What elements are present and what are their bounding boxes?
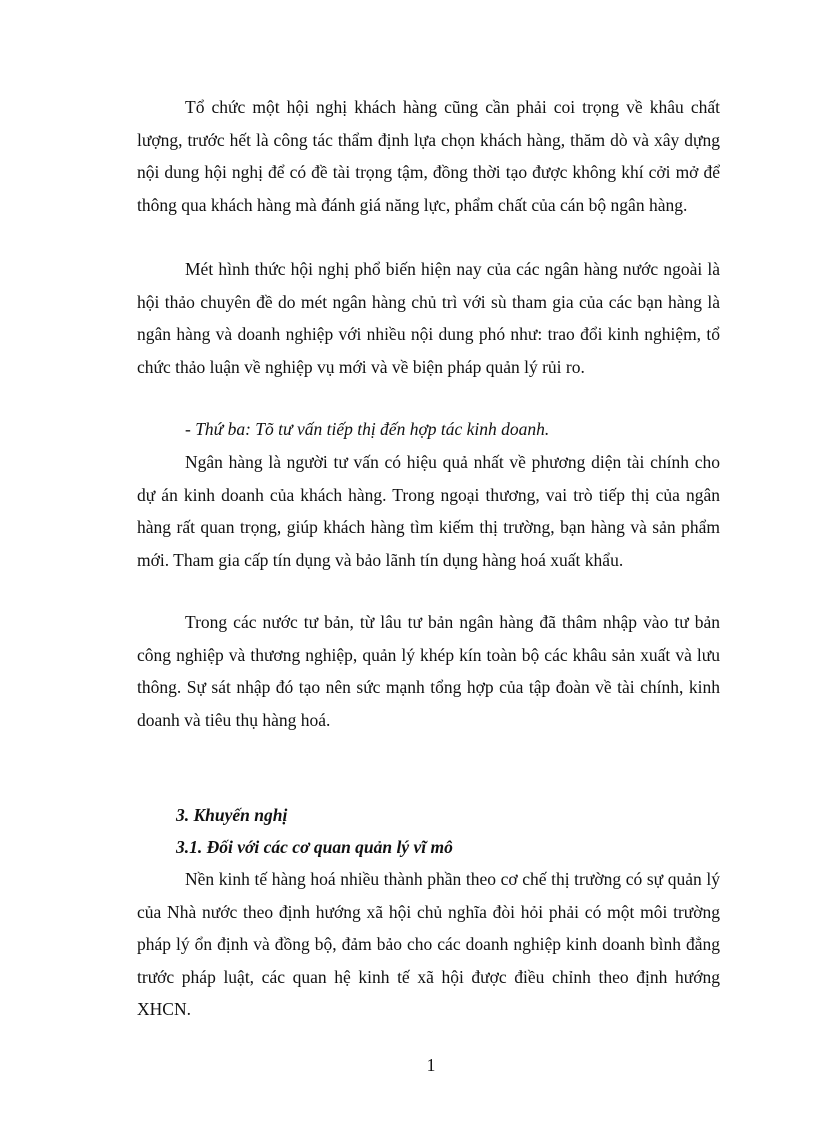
paragraph-bank-advisor: Ngân hàng là người tư vấn có hiệu quả nhất về phương diện tài chính cho dự án kinh doanh của khách hàng. Trong ngoại thương, vai trò tiếp thị của ngân hàng rất quan trọng, giúp khách hàng tìm kiếm thị trường, bạn hàng và sản phẩm mới. Tham gia cấp tín dụng và bảo lãnh tín dụng hàng hoá xuất khẩu. <box>137 452 720 570</box>
subsection-heading-macro-agencies: 3.1. Đối với các cơ quan quản lý vĩ mô <box>176 837 453 857</box>
subsection-third-point: - Thứ ba: Tõ tư vấn tiếp thị đến hợp tác kinh doanh. <box>185 419 550 439</box>
paragraph-capitalist-countries: Trong các nước tư bản, từ lâu tư bản ngân hàng đã thâm nhập vào tư bản công nghiệp và thương nghiệp, quản lý khép kín toàn bộ các khâu sản xuất và lưu thông. Sự sát nhập đó tạo nên sức mạnh tổng hợp của tập đoàn về tài chính, kinh doanh và tiêu thụ hàng hoá. <box>137 612 720 730</box>
paragraph-conference-forms: Mét hình thức hội nghị phổ biến hiện nay của các ngân hàng nước ngoài là hội thảo chuyên đề do mét ngân hàng chủ trì với sù tham gia của các bạn hàng là ngân hàng và doanh nghiệp với nhiều nội dung phó như: trao đổi kinh nghiệm, tổ chức thảo luận về nghiệp vụ mới và về biện pháp quản lý rủi ro. <box>137 259 720 377</box>
paragraph-market-economy: Nền kinh tế hàng hoá nhiều thành phần theo cơ chế thị trường có sự quản lý của Nhà nước theo định hướng xã hội chủ nghĩa đòi hỏi phải có một môi trường pháp lý ổn định và đồng bộ, đảm bảo cho các doanh nghiệp kinh doanh bình đẳng trước pháp luật, các quan hệ kinh tế xã hội được điều chỉnh theo định hướng XHCN. <box>137 869 720 1019</box>
page-number: 1 <box>426 1055 436 1075</box>
paragraph-customer-conference: Tổ chức một hội nghị khách hàng cũng cần phải coi trọng về khâu chất lượng, trước hết là công tác thẩm định lựa chọn khách hàng, thăm dò và xây dựng nội dung hội nghị để có đề tài trọng tậm, đồng thời tạo được không khí cởi mở để thông qua khách hàng mà đánh giá năng lực, phẩm chất của cán bộ ngân hàng. <box>137 97 720 215</box>
section-heading-recommendations: 3. Khuyến nghị <box>176 805 288 825</box>
